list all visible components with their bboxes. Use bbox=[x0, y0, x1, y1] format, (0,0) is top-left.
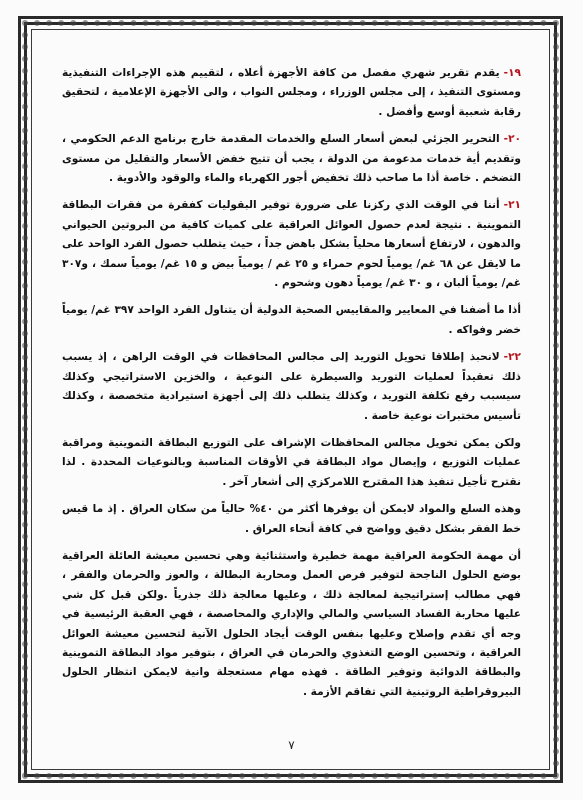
item-number: ٢٢- bbox=[503, 351, 521, 364]
paragraph-19 bbox=[62, 64, 521, 122]
paragraph-text: يقدم تقرير شهري مفصل من كافة الأجهزة أعلاه ، لتقييم هذه الإجراءات التنفيذية ومستوى التنفيذ ، إلى مجلس الوزراء ، ومجلس النواب ، والى الأجهزة الإعلامية ، لتحقيق رقابة شعبية أوسع وأفضل . bbox=[62, 67, 521, 118]
paragraph-government-mission bbox=[62, 547, 521, 702]
paragraph-text: لانحبذ إطلاقا تحويل التوريد إلى مجالس المحافظات في الوقت الراهن ، إذ يسبب ذلك تعقيداً لعمليات التوريد والسيطرة على النوعية ، والخزين الاستراتيجي وكذلك سيسبب رفع تكلفة التوريد ، وكذلك يتطلب ذلك إلى أجهزة استيرادية متخصصة ، وكذلك تأسيس مختبرات نوعية خاصة . bbox=[62, 351, 521, 422]
paragraph-provincial-councils bbox=[62, 434, 521, 492]
paragraph-poverty-line bbox=[62, 500, 521, 539]
item-number: ٢٠- bbox=[503, 133, 521, 146]
paragraph-text: أذا ما أضفنا في المعايير والمقاييس الصحية الدولية أن يتناول الفرد الواحد ٣٩٧ غم/ يومياً خضر وفواكه . bbox=[62, 304, 521, 336]
paragraph-text: التحرير الجزئي لبعض أسعار السلع والخدمات المقدمة خارج برنامج الدعم الحكومي ، وتقديم أية خدمات مدعومة من الدولة ، يجب أن تتيح خفض الأسعار والتقليل من مستوى التضخم . خاصة أذا ما صاحب ذلك تخفيض أجور الكهرباء والماء والوقود والأدوية . bbox=[62, 133, 521, 185]
item-number: ٢١- bbox=[503, 199, 521, 212]
paragraph-international-standards bbox=[62, 301, 521, 340]
paragraph-21 bbox=[62, 196, 521, 293]
page-number: ٧ bbox=[288, 738, 295, 752]
paragraph-text: ولكن يمكن تخويل مجالس المحافظات الإشراف على التوزيع البطاقة التموينية ومراقبة عمليات التوزيع ، وإيصال مواد البطاقة في الأوقات المناسبة وبالنوعيات المحددة . لذا نقترح تأجيل تنفيذ هذا المقترح اللامركزي إلى أشعار آخر . bbox=[62, 436, 521, 488]
paragraph-text: وهذه السلع والمواد لايمكن أن يوفرها أكثر من ٤٠% حالياً من سكان العراق . إذ ما قيس خط الفقر بشكل دقيق وواضح في كافة أنحاء العراق . bbox=[62, 503, 521, 535]
paragraph-text: أننا في الوقت الذي ركزنا على ضرورة توفير البقوليات كفقرة من فقرات البطاقة التموينية . نتيجة لعدم حصول العوائل العراقية على كميات كافية من البروتين الحيواني والدهون ، لارتفاع أسعارها محلياً بشكل باهض جداً ، حيث يتطلب حصول الفرد الواحد على ما لايقل عن ٦٨ غم/ يومياً لحوم حمراء و ٢٥ غم / يومياً بيض و ١٥ غم/ يومياً سمك ، و٣٠٧ غم/ يومياً ألبان ، و ٣٠ غم/ يومياً دهون وشحوم . bbox=[62, 199, 521, 290]
paragraph-20 bbox=[62, 130, 521, 188]
item-number: ١٩- bbox=[503, 67, 521, 79]
paragraph-text: أن مهمة الحكومة العراقية مهمة خطيرة واستثنائية وهي تحسين معيشة العائلة العراقية بوضع الحلول الناجحة لتوفير فرص العمل ومحاربة البطالة ، والعوز والحرمان والفقر ، فهي مطالب إستراتيجية لمعالجة ذلك ، وعليها معالجة ذلك جذرياً .ولكن قبل كل شي عليها محاربة الفساد السياسي والمالي والإداري والمحاصصة ، فهي العقبة الرئيسية في وجه أي تقدم وإصلاح وعليها بنفس الوقت أيجاد الحلول الآنية لتحسين معيشة العوائل العراقية ، وتحسين الوضع التغذوي والحرمان في العراق ، بتوفير مواد البطاقة التموينية والبطاقة الدوائية وتوفير الطاقة . فهذه مهام مستعجلة وانية لايمكن انتظار الحلول البيروقراطية الروتينية التي تفاقم الأزمة . bbox=[62, 549, 521, 698]
paragraph-22 bbox=[62, 348, 521, 426]
document-body bbox=[62, 64, 521, 710]
